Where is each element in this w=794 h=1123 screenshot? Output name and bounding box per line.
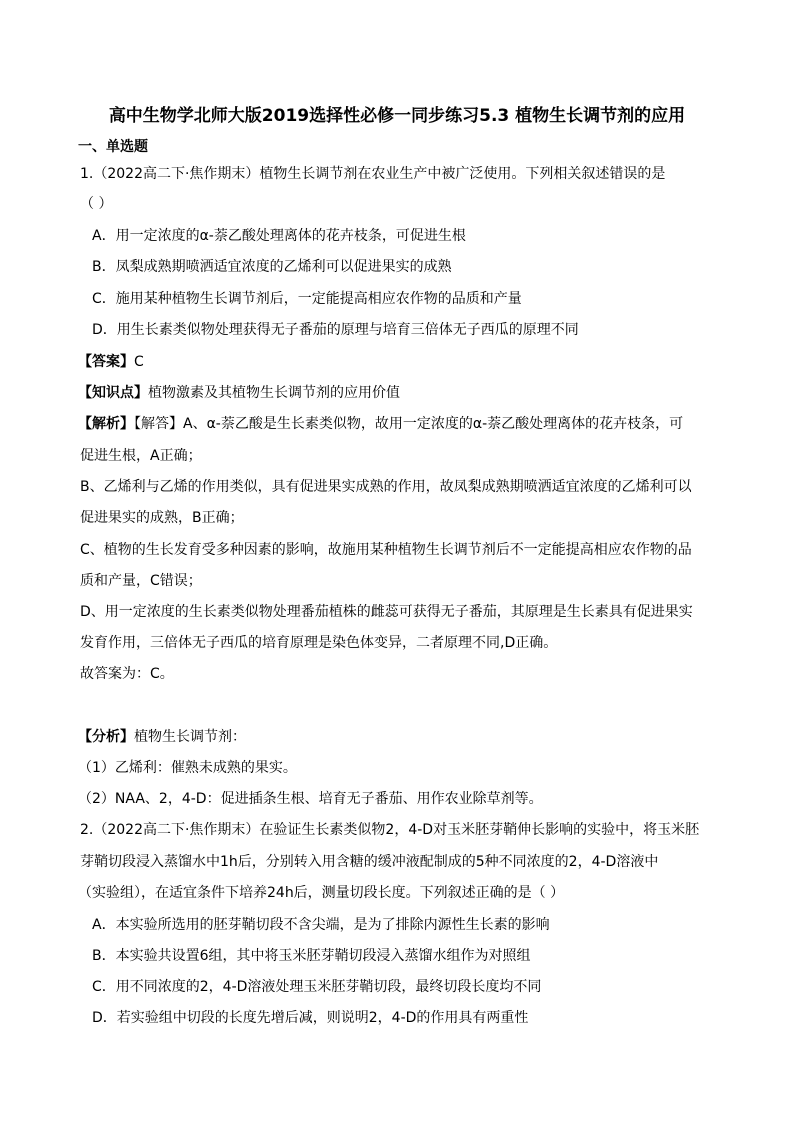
knowledge-point-row: [78, 383, 400, 403]
fenxi-row: [78, 727, 246, 747]
knowledge-point-label: 【知识点】: [78, 385, 148, 401]
answer-row: [78, 352, 144, 372]
fenxi-label: 【分析】: [78, 729, 134, 745]
analysis-line: D、用一定浓度的生长素类似物处理番茄植株的雌蕊可获得无子番茄，其原理是生长素具有促进果实: [80, 604, 693, 620]
question-2-option-c: C．用不同浓度的2，4-D溶液处理玉米胚芽鞘切段，最终切段长度均不同: [92, 979, 542, 995]
question-1-option-c: C．施用某种植物生长调节剂后，一定能提高相应农作物的品质和产量: [92, 291, 522, 307]
analysis-line: 发育作用，三倍体无子西瓜的培育原理是染色体变异，二者原理不同,D正确。: [80, 635, 558, 651]
analysis-line: 质和产量，C错误；: [80, 573, 202, 589]
fenxi-line: （2）NAA、2，4-D：促进插条生根、培育无子番茄、用作农业除草剂等。: [78, 791, 543, 807]
question-1-option-d: D．用生长素类似物处理获得无子番茄的原理与培育三倍体无子西瓜的原理不同: [92, 322, 579, 338]
analysis-line: 促进果实的成熟，B正确；: [80, 510, 244, 526]
question-2-stem-line-1: 2.（2022高二下·焦作期末）在验证生长素类似物2，4-D对玉米胚芽鞘伸长影响的实验中，将玉米胚: [80, 822, 700, 838]
question-2-option-d: D．若实验组中切段的长度先增后减，则说明2，4-D的作用具有两重性: [92, 1010, 529, 1026]
analysis-line: 【解答】A、α-萘乙酸是生长素类似物，故用一定浓度的α-萘乙酸处理离体的花卉枝条，可: [134, 416, 684, 432]
answer-value: C: [134, 354, 144, 370]
question-1-stem-line-1: 1.（2022高二下·焦作期末）植物生长调节剂在农业生产中被广泛使用。下列相关叙述错误的是: [80, 166, 666, 182]
analysis-line: C、植物的生长发育受多种因素的影响，故施用某种植物生长调节剂后不一定能提高相应农作物的品: [80, 542, 692, 558]
question-2-option-a: A．本实验所选用的胚芽鞘切段不含尖端，是为了排除内源性生长素的影响: [92, 917, 550, 933]
analysis-line: 故答案为：C。: [80, 666, 174, 682]
answer-label: 【答案】: [78, 354, 134, 370]
analysis-row: [78, 414, 683, 434]
knowledge-point-value: 植物激素及其植物生长调节剂的应用价值: [148, 385, 400, 401]
question-1-option-b: B．凤梨成熟期喷洒适宜浓度的乙烯利可以促进果实的成熟: [92, 259, 452, 275]
section-heading: 一、单选题: [78, 139, 148, 155]
question-1-option-a: A．用一定浓度的α-萘乙酸处理离体的花卉枝条，可促进生根: [92, 228, 466, 244]
question-1-stem-line-2: （ ）: [80, 196, 113, 212]
question-2-stem-line-3: （实验组），在适宜条件下培养24h后，测量切段长度。下列叙述正确的是（ ）: [78, 885, 565, 901]
fenxi-line: （1）乙烯利：催熟未成熟的果实。: [78, 760, 297, 776]
analysis-line: B、乙烯利与乙烯的作用类似，具有促进果实成熟的作用，故凤梨成熟期喷洒适宜浓度的乙烯利可以: [80, 479, 692, 495]
fenxi-line: 植物生长调节剂：: [134, 729, 246, 745]
document-title: 高中生物学北师大版2019选择性必修一同步练习5.3 植物生长调节剂的应用: [108, 106, 686, 126]
question-2-option-b: B．本实验共设置6组，其中将玉米胚芽鞘切段浸入蒸馏水组作为对照组: [92, 948, 531, 964]
analysis-line: 促进生根，A正确；: [80, 448, 202, 464]
analysis-label: 【解析】: [78, 416, 134, 432]
question-2-stem-line-2: 芽鞘切段浸入蒸馏水中1h后，分别转入用含糖的缓冲液配制成的5种不同浓度的2，4-D溶液中: [80, 854, 659, 870]
